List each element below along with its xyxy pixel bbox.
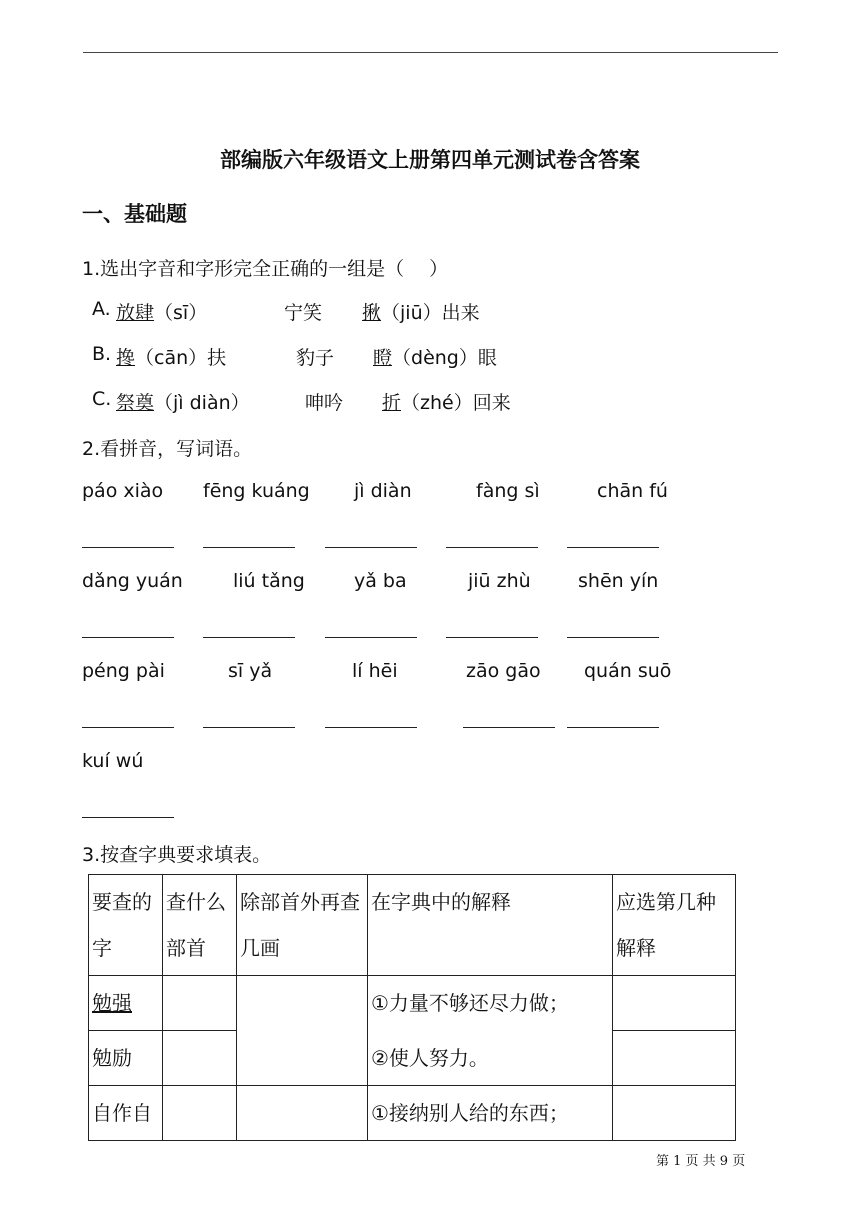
- answer-cell[interactable]: [237, 1031, 368, 1086]
- q1-stem: 1.选出字音和字形完全正确的一组是（ ）: [82, 258, 449, 280]
- answer-cell[interactable]: [613, 1031, 736, 1086]
- answer-blank[interactable]: [567, 637, 659, 638]
- answer-blank[interactable]: [82, 817, 174, 818]
- pinyin: fàng sì: [476, 480, 540, 502]
- answer-blank[interactable]: [82, 547, 174, 548]
- pinyin: sī yǎ: [228, 660, 273, 682]
- pinyin: jì diàn: [354, 480, 412, 502]
- table-cell: ①接纳别人给的东西；: [368, 1086, 613, 1141]
- pinyin: dǎng yuán: [82, 570, 183, 592]
- table-header: 除部首外再查几画: [237, 875, 368, 976]
- table-header: 在字典中的解释: [368, 875, 613, 976]
- pinyin: zāo gāo: [466, 660, 541, 682]
- pinyin: fēng kuáng: [203, 480, 310, 502]
- pinyin: lí hēi: [352, 660, 398, 682]
- table-header: 查什么部首: [163, 875, 237, 976]
- dictionary-table: [88, 874, 736, 1141]
- pinyin: jiū zhù: [468, 570, 531, 592]
- answer-cell[interactable]: [237, 976, 368, 1031]
- table-cell: ①力量不够还尽力做；: [368, 976, 613, 1031]
- answer-blank[interactable]: [325, 727, 417, 728]
- answer-blank[interactable]: [82, 727, 174, 728]
- answer-blank[interactable]: [567, 727, 659, 728]
- table-cell: ②使人努力。: [368, 1031, 613, 1086]
- page-title: 部编版六年级语文上册第四单元测试卷含答案: [220, 148, 640, 172]
- answer-blank[interactable]: [82, 637, 174, 638]
- answer-blank[interactable]: [567, 547, 659, 548]
- answer-cell[interactable]: [163, 1086, 237, 1141]
- table-header: 应选第几种解释: [613, 875, 736, 976]
- page-footer: 第 1 页 共 9 页: [656, 1154, 746, 1169]
- section-heading: 一、基础题: [82, 202, 187, 226]
- answer-blank[interactable]: [203, 547, 295, 548]
- answer-cell[interactable]: [163, 976, 237, 1031]
- table-cell: 自作自: [89, 1086, 163, 1141]
- header-rule: [83, 52, 778, 53]
- answer-cell[interactable]: [237, 1086, 368, 1141]
- answer-blank[interactable]: [463, 727, 555, 728]
- answer-blank[interactable]: [203, 727, 295, 728]
- answer-cell[interactable]: [613, 976, 736, 1031]
- pinyin: yǎ ba: [354, 570, 407, 592]
- answer-cell[interactable]: [163, 1031, 237, 1086]
- answer-blank[interactable]: [325, 637, 417, 638]
- pinyin: kuí wú: [82, 750, 144, 772]
- pinyin: shēn yín: [578, 570, 659, 592]
- q3-stem: 3.按查字典要求填表。: [82, 844, 272, 866]
- answer-cell[interactable]: [613, 1086, 736, 1141]
- pinyin: páo xiào: [82, 480, 164, 502]
- pinyin: chān fú: [597, 480, 668, 502]
- answer-blank[interactable]: [325, 547, 417, 548]
- q2-stem: 2.看拼音，写词语。: [82, 438, 253, 460]
- table-cell: 勉励: [89, 1031, 163, 1086]
- pinyin: liú tǎng: [233, 570, 305, 592]
- answer-blank[interactable]: [446, 547, 538, 548]
- answer-blank[interactable]: [446, 637, 538, 638]
- answer-blank[interactable]: [203, 637, 295, 638]
- table-cell: 勉强: [89, 976, 163, 1031]
- pinyin: quán suō: [584, 660, 672, 682]
- pinyin: péng pài: [82, 660, 165, 682]
- table-header: 要查的字: [89, 875, 163, 976]
